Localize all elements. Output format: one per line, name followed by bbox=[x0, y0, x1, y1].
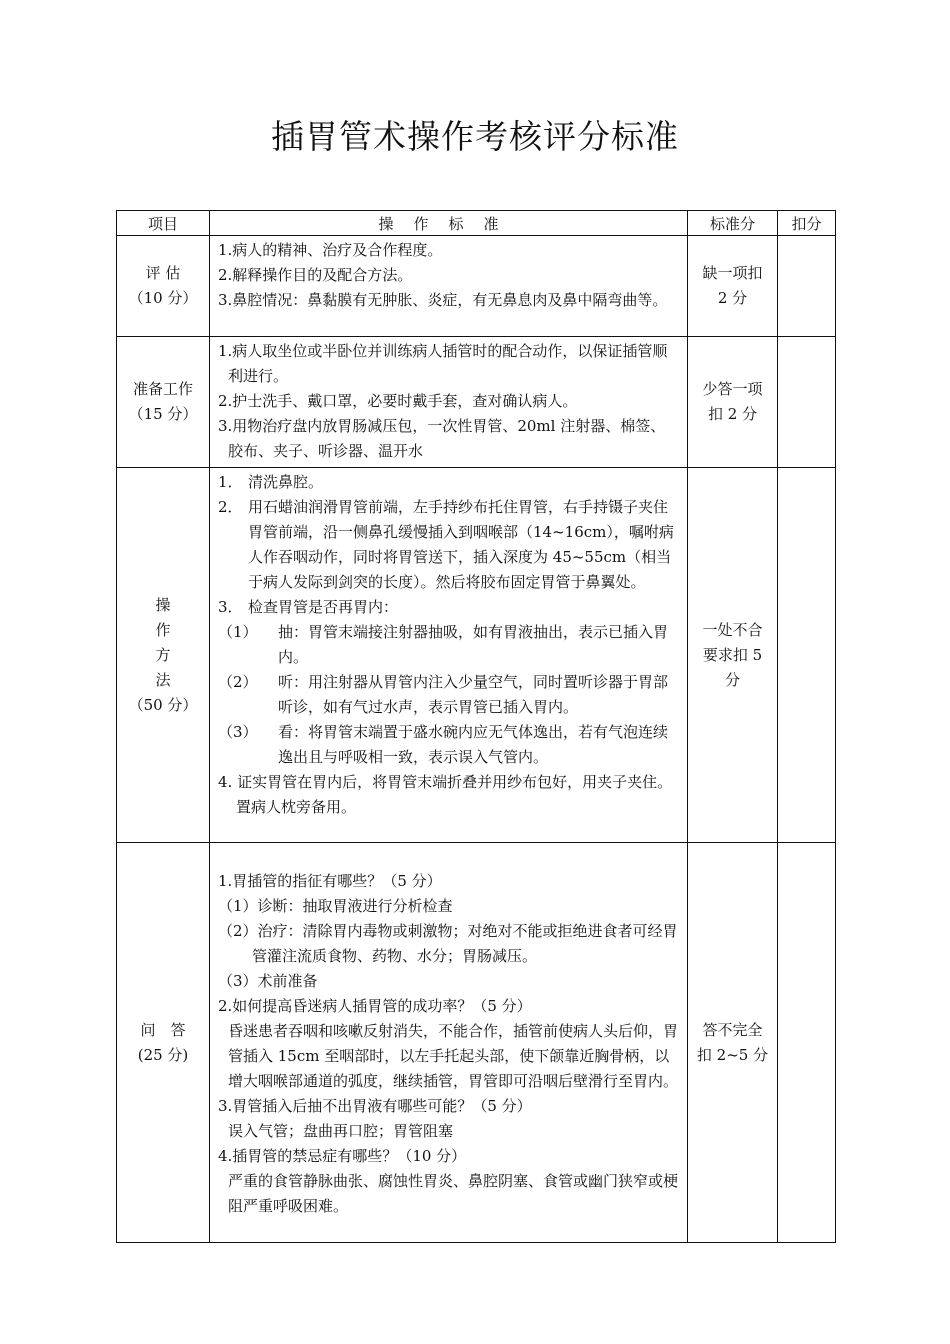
step-line bbox=[218, 470, 679, 495]
section-name-cell bbox=[117, 468, 210, 843]
section-name: 准备工作 bbox=[132, 380, 193, 398]
section-name-cell bbox=[117, 843, 210, 1243]
substep-line bbox=[218, 620, 679, 670]
score-rule-line: 答不完全 bbox=[702, 1020, 763, 1039]
table-row bbox=[117, 468, 836, 843]
section-points: （50 分） bbox=[128, 695, 198, 714]
step-line: 4. 证实胃管在胃内后，将胃管末端折叠并用纱布包好，用夹子夹住。置病人枕旁备用。 bbox=[218, 773, 673, 816]
standard-cell bbox=[210, 843, 688, 1243]
page-title: 插胃管术操作考核评分标准 bbox=[271, 117, 679, 156]
table-row bbox=[117, 337, 836, 468]
header-score: 标准分 bbox=[688, 211, 778, 236]
answer-line: （1）诊断：抽取胃液进行分析检查 bbox=[218, 897, 453, 915]
standard-line: 3.用物治疗盘内放胃肠减压包，一次性胃管、20ml 注射器、棉签、胶布、夹子、听诊器、温开水 bbox=[218, 417, 666, 460]
section-name-char: 法 bbox=[155, 670, 171, 689]
score-rule-line: 分 bbox=[724, 670, 740, 689]
standard-line: 3.鼻腔情况：鼻黏膜有无肿胀、炎症，有无鼻息肉及鼻中隔弯曲等。 bbox=[218, 291, 668, 309]
section-name: 评 估 bbox=[145, 264, 181, 282]
score-rule-cell bbox=[688, 843, 778, 1243]
score-rule-cell bbox=[688, 337, 778, 468]
deduct-cell bbox=[778, 236, 836, 337]
section-name-char: 操 bbox=[155, 595, 171, 614]
score-rule-line: 缺一项扣 bbox=[702, 264, 763, 282]
section-name-char: 作 bbox=[155, 620, 171, 639]
substep-line bbox=[218, 720, 679, 770]
standard-cell bbox=[210, 236, 688, 337]
question-line: 4.插胃管的禁忌症有哪些？（10 分） bbox=[218, 1147, 467, 1165]
standard-cell bbox=[210, 468, 688, 843]
score-rule-line: 一处不合 bbox=[702, 620, 763, 639]
deduct-cell bbox=[778, 843, 836, 1243]
answer-line: （2）治疗：清除胃内毒物或刺激物；对绝对不能或拒绝进食者可经胃管灌注流质食物、药物、水分；胃肠减压。 bbox=[218, 922, 678, 965]
step-text: 检查胃管是否再胃内： bbox=[248, 598, 399, 616]
section-points: （15 分） bbox=[128, 405, 198, 423]
scoring-table bbox=[116, 210, 836, 1243]
question-line: 2.如何提高昏迷病人插胃管的成功率？（5 分） bbox=[218, 997, 532, 1015]
answer-line: 误入气管；盘曲再口腔；胃管阻塞 bbox=[228, 1122, 454, 1140]
header-item: 项目 bbox=[117, 211, 210, 236]
section-name: 问 答 bbox=[140, 1020, 186, 1039]
standard-cell bbox=[210, 337, 688, 468]
section-name-char: 方 bbox=[155, 645, 171, 664]
table-row bbox=[117, 843, 836, 1243]
step-line bbox=[218, 495, 679, 595]
step-text: 清洗鼻腔。 bbox=[248, 473, 324, 491]
score-rule-line: 扣 2~5 分 bbox=[696, 1045, 769, 1064]
table-row bbox=[117, 236, 836, 337]
deduct-cell bbox=[778, 337, 836, 468]
step-line bbox=[218, 595, 679, 620]
answer-line: 昏迷患者吞咽和咳嗽反射消失，不能合作，插管前使病人头后仰，胃管插入 15cm 至咽部时，以左手托起头部，使下颌靠近胸骨柄，以增大咽喉部通道的弧度，继续插管，胃管即可沿咽后壁滑行至胃内。 bbox=[228, 1022, 679, 1090]
score-rule-line: 少答一项 bbox=[702, 380, 763, 398]
substep-text: 看：将胃管末端置于盛水碗内应无气体逸出，若有气泡连续逸出且与呼吸相一致，表示误入气管内。 bbox=[278, 723, 669, 766]
standard-line: 2.护士洗手、戴口罩，必要时戴手套，查对确认病人。 bbox=[218, 392, 578, 410]
substep-label: （3） bbox=[218, 723, 258, 741]
header-standard: 操作标准 bbox=[210, 211, 688, 236]
step-text: 用石蜡油润滑胃管前端，左手持纱布托住胃管，右手持镊子夹住胃管前端，沿一侧鼻孔缓慢插入到咽喉部（14~16cm），嘱咐病人作吞咽动作，同时将胃管送下，插入深度为 45~55cm（相当于病人发际到剑突的长度）。然后将胶布固定胃管于鼻翼处。 bbox=[248, 498, 674, 591]
section-points: （10 分） bbox=[128, 289, 198, 307]
score-rule-line: 扣 2 分 bbox=[707, 405, 758, 423]
question-line: 1.胃插管的指征有哪些？（5 分） bbox=[218, 872, 442, 890]
score-rule-cell bbox=[688, 236, 778, 337]
substep-line bbox=[218, 670, 679, 720]
standard-line: 1.病人的精神、治疗及合作程度。 bbox=[218, 241, 443, 259]
substep-label: （2） bbox=[218, 673, 258, 691]
answer-line: （3）术前准备 bbox=[218, 972, 318, 990]
score-rule-cell bbox=[688, 468, 778, 843]
section-name-cell bbox=[117, 337, 210, 468]
standard-line: 2.解释操作目的及配合方法。 bbox=[218, 266, 413, 284]
step-label: 1． bbox=[218, 473, 243, 491]
deduct-cell bbox=[778, 468, 836, 843]
standard-line: 1.病人取坐位或半卧位并训练病人插管时的配合动作，以保证插管顺利进行。 bbox=[218, 342, 668, 385]
section-points: (25 分) bbox=[137, 1045, 189, 1064]
question-line: 3.胃管插入后抽不出胃液有哪些可能？（5 分） bbox=[218, 1097, 532, 1115]
substep-text: 抽：胃管末端接注射器抽吸，如有胃液抽出，表示已插入胃内。 bbox=[278, 623, 669, 666]
section-name-cell bbox=[117, 236, 210, 337]
step-label: 2． bbox=[218, 498, 243, 516]
table-header-row bbox=[117, 211, 836, 236]
score-rule-line: 2 分 bbox=[717, 289, 748, 307]
step-label: 3． bbox=[218, 598, 243, 616]
score-rule-line: 要求扣 5 bbox=[702, 645, 763, 664]
header-deduct: 扣分 bbox=[778, 211, 836, 236]
answer-line: 严重的食管静脉曲张、腐蚀性胃炎、鼻腔阴塞、食管或幽门狭窄或梗阻严重呼吸困难。 bbox=[228, 1172, 679, 1215]
substep-label: （1） bbox=[218, 623, 258, 641]
substep-text: 听：用注射器从胃管内注入少量空气，同时置听诊器于胃部听诊，如有气过水声，表示胃管已插入胃内。 bbox=[278, 673, 669, 716]
